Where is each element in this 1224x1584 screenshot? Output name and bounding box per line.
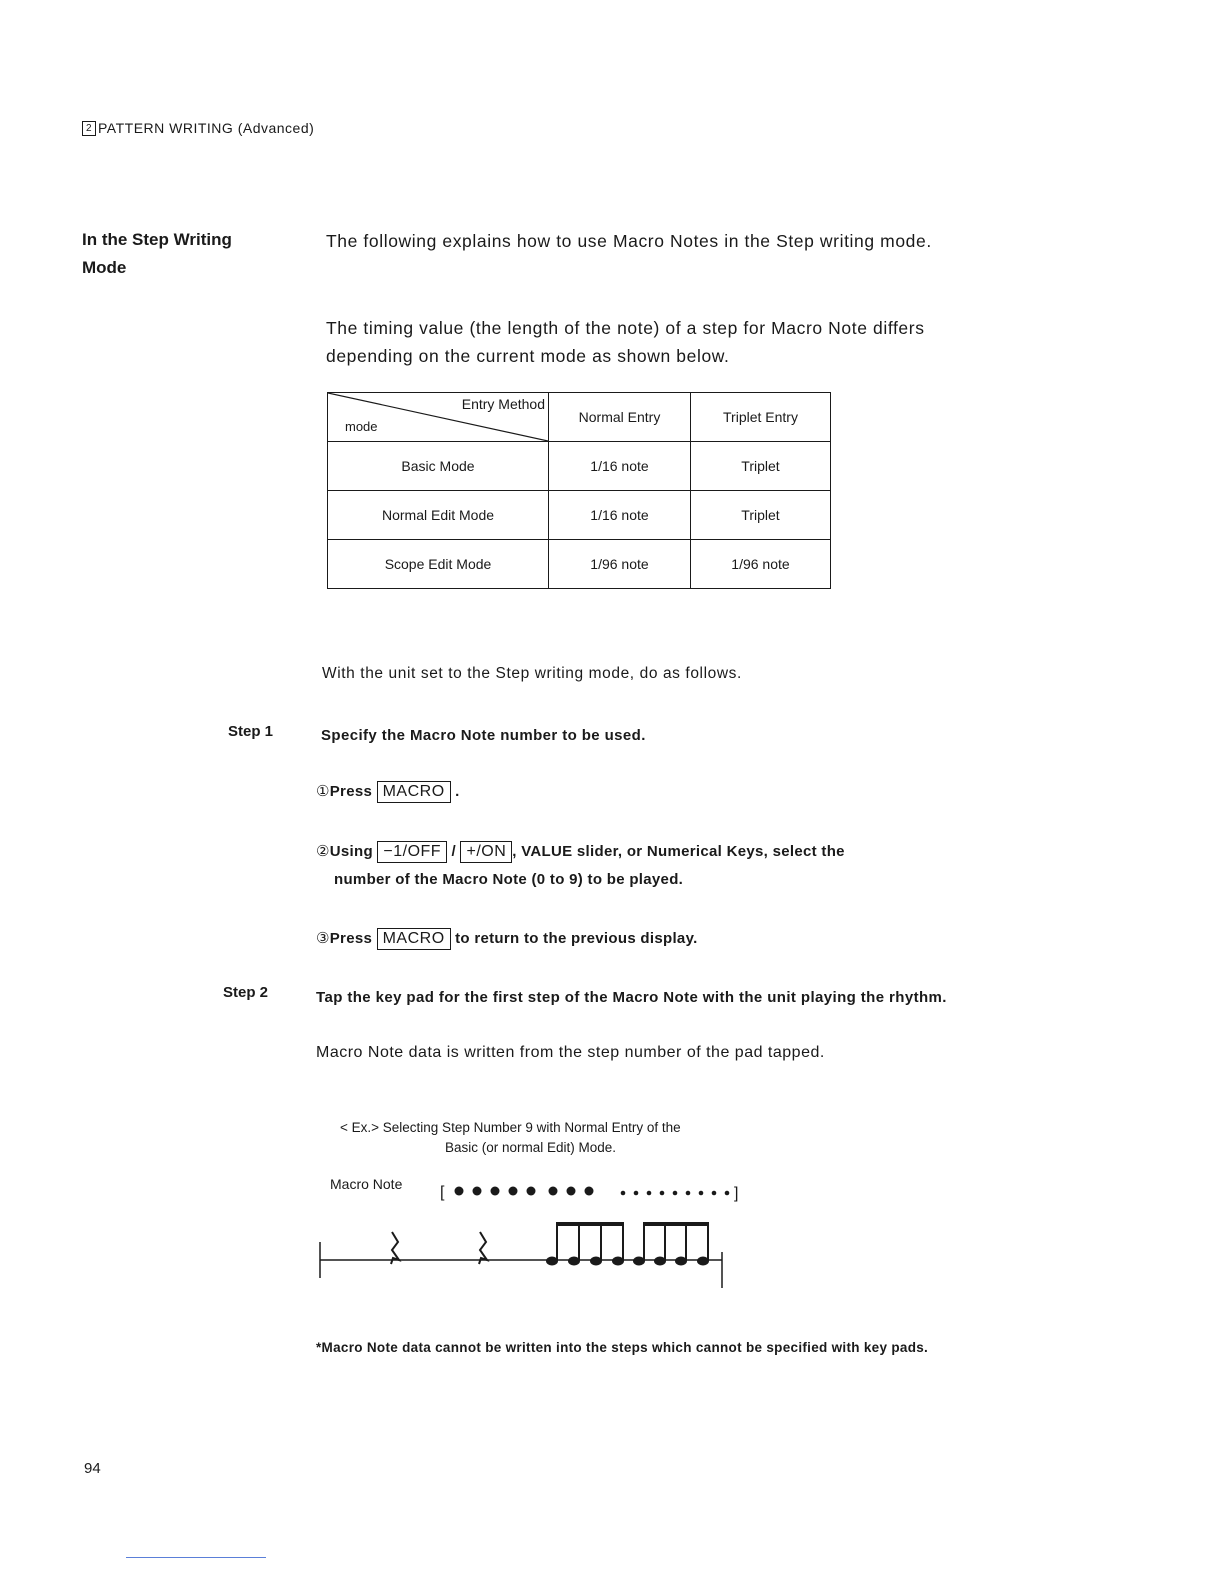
intro-paragraph: The following explains how to use Macro Notes in the Step writing mode. xyxy=(326,231,932,251)
row-mode: Basic Mode xyxy=(328,442,549,491)
substep2-line2: number of the Macro Note (0 to 9) to be played. xyxy=(334,871,684,888)
table-row xyxy=(328,491,831,540)
step1-substep-2 xyxy=(316,838,956,894)
section-number-box: 2 xyxy=(82,121,96,136)
table-header-row xyxy=(328,393,831,442)
row-mode: Normal Edit Mode xyxy=(328,491,549,540)
example-line2: Basic (or normal Edit) Mode. xyxy=(445,1140,617,1155)
timing-paragraph: The timing value (the length of the note) of a step for Macro Note differs depending on the current mode as shown below. xyxy=(326,318,925,366)
note-group-1 xyxy=(546,1222,624,1266)
column-header-normal: Normal Entry xyxy=(549,393,691,442)
timing-table xyxy=(327,392,831,589)
circled-number-2: ② xyxy=(316,843,330,860)
substep3-prefix: Press xyxy=(329,930,373,947)
macro-key: MACRO xyxy=(377,781,451,803)
rest-icon xyxy=(391,1232,399,1264)
page-header xyxy=(82,120,314,136)
step2-title: Tap the key pad for the first step of the Macro Note with the unit playing the rhythm. xyxy=(316,989,947,1006)
row-triplet: 1/96 note xyxy=(691,540,831,589)
bottom-rule xyxy=(126,1557,266,1558)
step1-label: Step 1 xyxy=(228,723,274,740)
circled-number-3: ③ xyxy=(316,930,330,947)
table-row xyxy=(328,442,831,491)
corner-label-mode: mode xyxy=(345,419,378,434)
section-heading-line2: Mode xyxy=(82,258,127,277)
step1-substep-1 xyxy=(316,778,460,806)
bracket-close-icon: ] xyxy=(734,1185,739,1202)
step1-title: Specify the Macro Note number to be used. xyxy=(321,727,646,744)
macro-note-diagram xyxy=(300,1180,760,1290)
substep3-suffix: to return to the previous display. xyxy=(455,930,698,947)
footnote: *Macro Note data cannot be written into the steps which cannot be specified with key pads. xyxy=(316,1340,929,1355)
step-dots xyxy=(455,1187,730,1196)
substep2-prefix: Using xyxy=(329,843,373,860)
column-header-triplet: Triplet Entry xyxy=(691,393,831,442)
row-triplet: Triplet xyxy=(691,442,831,491)
bracket-open-icon: [ xyxy=(440,1184,445,1201)
header-title: PATTERN WRITING (Advanced) xyxy=(98,120,315,136)
substep1-prefix: Press xyxy=(329,783,373,800)
row-normal: 1/16 note xyxy=(549,442,691,491)
page-number: 94 xyxy=(84,1460,101,1477)
step2-label: Step 2 xyxy=(223,984,269,1001)
row-mode: Scope Edit Mode xyxy=(328,540,549,589)
macro-key: MACRO xyxy=(377,928,451,950)
corner-label-entry-method: Entry Method xyxy=(461,396,545,412)
example-caption xyxy=(340,1118,681,1158)
step2-note: Macro Note data is written from the step number of the pad tapped. xyxy=(316,1044,825,1061)
instructions-intro: With the unit set to the Step writing mode, do as follows. xyxy=(322,665,742,682)
example-line1: < Ex.> Selecting Step Number 9 with Normal Entry of the xyxy=(340,1120,681,1135)
step1-substep-3 xyxy=(316,925,698,953)
substep1-suffix: . xyxy=(455,783,460,800)
table-corner-cell xyxy=(328,393,549,442)
substep2-suffix: , VALUE slider, or Numerical Keys, select the xyxy=(512,843,845,860)
row-normal: 1/16 note xyxy=(549,491,691,540)
section-heading-line1: In the Step Writing xyxy=(82,230,232,249)
circled-number-1: ① xyxy=(316,783,330,800)
plus-on-key: +/ON xyxy=(460,841,512,863)
note-group-2 xyxy=(633,1222,709,1266)
key-separator: / xyxy=(451,843,457,860)
section-heading xyxy=(82,226,302,282)
rest-icon xyxy=(479,1232,487,1264)
row-normal: 1/96 note xyxy=(549,540,691,589)
minus-off-key: −1/OFF xyxy=(377,841,447,863)
row-triplet: Triplet xyxy=(691,491,831,540)
macro-note-label: Macro Note xyxy=(330,1176,403,1192)
table-row xyxy=(328,540,831,589)
